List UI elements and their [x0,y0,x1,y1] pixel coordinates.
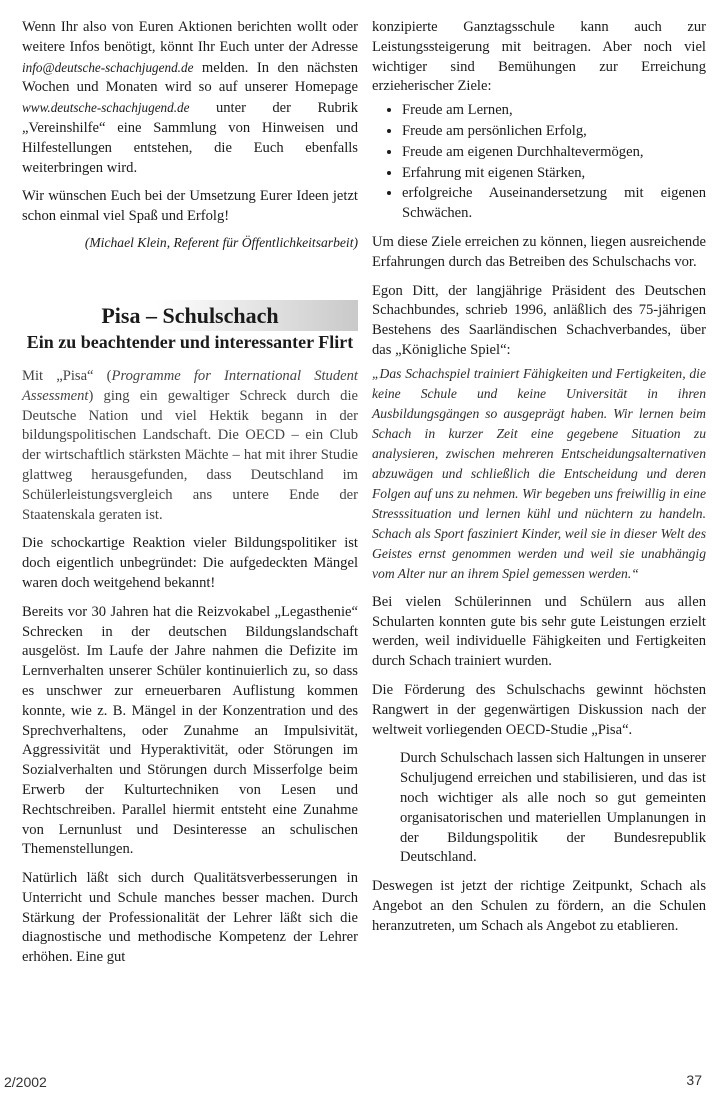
goal-item: • Freude am persönlichen Erfolg, [402,121,706,142]
left-column [22,18,358,968]
goals-list [372,100,706,224]
lead-text-a: Mit „Pisa“ ( [22,367,112,384]
lead-paragraph [22,367,358,525]
ditt-quote: „Das Schachspiel trainiert Fähigkeiten und Fertigkeiten, die keine Schule und keine Universität in ihren Ausbildungsgängen so ausgeprägt haben. Wir lernen beim Schach in kurzer Zeit eine gegebene Situation zu analysieren, zwischen mehreren Entscheidungsalternativen abzuwägen und schließlich die Entscheidung und deren Folgen auf uns zu nehmen. Wir begeben uns freiwillig in eine Stresssituation und lernen kühl und nüchtern zu handeln. Schach als Sport fasziniert Kinder, weil sie in dieser Welt des Geistes ernst genommen werden und weil sie unabhängig vom Alter nur an ihrem Spiel gemessen werden.“ [372,365,706,581]
pisa-definition: Programme for International Student Assessment [22,367,358,404]
goal-item: • erfolgreiche Auseinandersetzung mit eigenen Schwächen. [402,183,706,224]
intro-paragraph [22,18,358,178]
article-header [22,300,358,353]
quality-paragraph: Natürlich läßt sich durch Qualitätsverbesserungen in Unterricht und Schule manches besser machen. Durch Stärkung der Professionalität der Lehrer läßt sich die diagnostische und methodische Kompetenz der Lehrer erhöhen. Eine gut [22,870,358,966]
goal-item: • Erfahrung mit eigenen Stärken, [402,163,706,184]
results-paragraph: Bei vielen Schülerinnen und Schülern aus allen Schularten konnten gute bis sehr gute Leistungen erzielt werden, weil individuelle Fähigkeiten und Fertigkeiten durch Schach trainiert wurden. [372,593,706,670]
article-title: Pisa – Schulschach [101,302,279,328]
goals-paragraph: Um diese Ziele erreichen zu können, liegen ausreichende Erfahrungen durch das Betreiben des Schulschachs vor. [372,233,706,270]
promotion-paragraph: Die Förderung des Schulschachs gewinnt höchsten Rangwert in der gegenwärtigen Diskussion nach der weltweit vorliegenden OECD-Studie „Pisa“. [372,681,706,738]
author-signature: (Michael Klein, Referent für Öffentlichkeitsarbeit) [84,234,358,250]
history-paragraph: Bereits vor 30 Jahren hat die Reizvokabel „Legasthenie“ Schrecken in der deutschen Bildungslandschaft ausgelöst. Im Laufe der Jahre nahmen die Defizite im Lernverhalten unserer Schüler kontinuierlich zu, so dass es unschwer zur erneuerbaren Auflistung kommen konnte, wie z. B. Mängel in der Konzentration und des Sprechverhaltens, oder Zunahme an Impulsivität, Aggressivität und Hyperaktivität, oder Störungen im Sozialverhalten und Störungen durch Misserfolge beim Erwerb der Kulturtechniken von Lesen und Rechtschreiben. Parallel hiermit entsteht eine Zunahme von Lernunlust und Desinteresse an schulischen Themenstellungen. [22,603,358,858]
homepage-url[interactable]: www.deutsche-schachjugend.de [22,100,190,116]
page-number: 37 [686,1072,702,1088]
wishes-paragraph: Wir wünschen Euch bei der Umsetzung Eurer Ideen jetzt schon einmal viel Spaß und Erfolg! [22,188,358,225]
article-subtitle: Ein zu beachtender und interessanter Flirt [26,331,354,352]
goal-item: • Freude am Lernen, [402,100,706,121]
lead-text-b: ) ging ein gewaltiger Schreck durch die Deutsche Nation und viel Hektik begann in der bildungspolitischen Landschaft. Die OECD – ein Club der wirtschaftlich stärksten Mächte – hat mit ihrer Studie glattweg herausgefunden, dass Deutschland im Schülerleistungsvergleich ans untere Ende der Staatenskala geraten ist. [22,387,358,523]
ganztag-paragraph: konzipierte Ganztagsschule kann auch zur Leistungssteigerung mit beitragen. Aber noch viel wichtiger sind Bemühungen zur Erreichung erzieherischer Ziele: [372,19,706,95]
intro-text-a: Wenn Ihr also von Euren Aktionen berichten wollt oder weitere Infos benötigt, könnt Ihr Euch unter der Adresse [22,19,358,55]
reaction-paragraph: Die schockartige Reaktion vieler Bildungspolitiker ist doch eigentlich unbegründet: Die aufgedeckten Mängel waren doch weitgehend bekannt! [22,535,358,591]
title-band [22,300,358,331]
right-column [372,18,706,937]
intro-text-b: melden. In den nächsten Wochen und Monaten wird so auf unserer Homepage [22,59,358,96]
issue-label: 2/2002 [4,1074,47,1090]
contact-email[interactable]: info@deutsche-schachjugend.de [22,59,194,75]
ditt-paragraph: Egon Ditt, der langjährige Präsident des Deutschen Schachbundes, schrieb 1996, anläßlich des 75-jährigen Bestehens des Saarländischen Schachverbandes, über das „Königliche Spiel“: [372,282,706,358]
intro-text-c: unter der Rubrik „Vereinshilfe“ eine Sammlung von Hinweisen und Hilfestellungen entstehen, die Euch ebenfalls weiterbringen wird. [22,100,358,176]
attitudes-paragraph: Durch Schulschach lassen sich Haltungen in unserer Schuljugend erreichen und stabilisieren, und das ist noch wichtiger als alle noch so gut gemeinten organisatorischen und materiellen Umplanungen in der Bildungspolitik der Bundesrepublik Deutschland. [400,750,706,866]
conclusion-paragraph: Deswegen ist jetzt der richtige Zeitpunkt, Schach als Angebot an den Schulen zu fördern, an die Schulen heranzutreten, um Schach als Angebot zu etablieren. [372,878,706,934]
goal-item: • Freude am eigenen Durchhaltevermögen, [402,142,706,163]
